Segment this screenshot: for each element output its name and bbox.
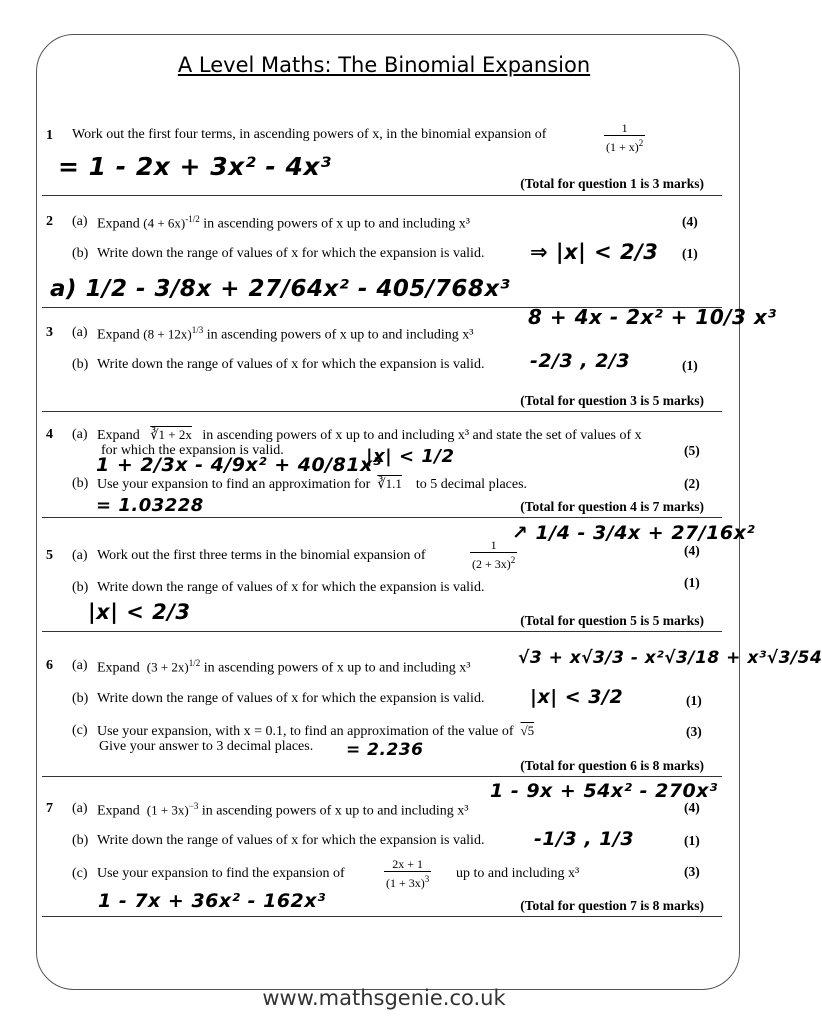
- question-number: 2: [46, 214, 53, 229]
- part-label: (b): [72, 476, 89, 491]
- part-text: Work out the first three terms in the binomial expansion of: [97, 548, 426, 563]
- divider: [42, 631, 722, 632]
- fraction-expression: $\frac{1}{(2 + 3x)^2}$: [472, 538, 516, 571]
- part-label: (b): [72, 691, 89, 706]
- part-label: (a): [72, 214, 88, 229]
- part-label: (c): [72, 723, 88, 738]
- question-number: 6: [46, 658, 53, 673]
- question-number: 5: [46, 548, 53, 563]
- part-text: Write down the range of values of x for which the expansion is valid.: [97, 691, 485, 706]
- handwritten-answer: |x| < 3/2: [530, 686, 624, 708]
- part-text: Use your expansion to find the expansion of: [97, 866, 345, 881]
- marks: (5): [684, 443, 700, 458]
- part-text: Write down the range of values of x for which the expansion is valid.: [97, 580, 485, 595]
- marks: (3): [686, 724, 702, 739]
- question-number: 7: [46, 801, 53, 816]
- marks: (2): [684, 476, 700, 491]
- divider: [42, 517, 722, 518]
- marks: (1): [686, 693, 702, 708]
- part-text-line2: Give your answer to 3 decimal places.: [99, 739, 314, 754]
- marks: (3): [684, 864, 700, 879]
- divider: [42, 916, 722, 917]
- marks: (4): [684, 543, 700, 558]
- part-text: Write down the range of values of x for which the expansion is valid.: [97, 357, 485, 372]
- marks: (1): [682, 246, 698, 261]
- part-label: (a): [72, 325, 88, 340]
- question-total: (Total for question 3 is 5 marks): [520, 393, 704, 408]
- question-total: (Total for question 5 is 5 marks): [520, 613, 704, 628]
- handwritten-answer: |x| < 2/3: [88, 600, 191, 624]
- part-text: Use your expansion, with x = 0.1, to find an approximation of the value of √5: [97, 723, 535, 739]
- part-label: (a): [72, 427, 88, 442]
- part-text-line2: for which the expansion is valid.: [101, 443, 284, 458]
- marks: (4): [682, 214, 698, 229]
- handwritten-answer: 1 + 2/3x - 4/9x² + 40/81x³: [96, 454, 382, 476]
- part-text: up to and including x³: [456, 866, 580, 881]
- question-total: (Total for question 4 is 7 marks): [520, 499, 704, 514]
- handwritten-answer: = 1 - 2x + 3x² - 4x³: [58, 152, 332, 181]
- fraction-expression: $\frac{2x + 1}{(1 + 3x)^3}$: [386, 857, 430, 890]
- part-label: (b): [72, 246, 89, 261]
- part-label: (b): [72, 580, 89, 595]
- handwritten-answer: -2/3 , 2/3: [530, 350, 631, 372]
- marks: (4): [684, 800, 700, 815]
- handwritten-answer: ↗ 1/4 - 3/4x + 27/16x²: [512, 522, 756, 544]
- page-title: A Level Maths: The Binomial Expansion: [177, 53, 591, 77]
- footer-url: www.mathsgenie.co.uk: [262, 986, 506, 1010]
- part-label: (a): [72, 801, 88, 816]
- part-label: (b): [72, 357, 89, 372]
- part-text: Expand $(4 + 6x)^{-1/2}$ in ascending powers of x up to and including x³: [97, 214, 470, 232]
- part-label: (a): [72, 548, 88, 563]
- question-total: (Total for question 1 is 3 marks): [520, 176, 704, 191]
- part-label: (c): [72, 866, 88, 881]
- part-text: Write down the range of values of x for which the expansion is valid.: [97, 833, 485, 848]
- question-text: Work out the first four terms, in ascending powers of x, in the binomial expansion of: [72, 127, 547, 142]
- divider: [42, 411, 722, 412]
- question-number: 3: [46, 325, 53, 340]
- divider: [42, 195, 722, 196]
- handwritten-answer: = 2.236: [346, 740, 424, 760]
- part-text: Expand $(8 + 12x)^{1/3}$ in ascending powers of x up to and including x³: [97, 325, 474, 343]
- handwritten-answer: a) 1/2 - 3/8x + 27/64x² - 405/768x³: [50, 276, 511, 302]
- handwritten-answer: √3 + x√3/3 - x²√3/18 + x³√3/54: [518, 648, 822, 668]
- question-total: (Total for question 7 is 8 marks): [520, 898, 704, 913]
- handwritten-answer: -1/3 , 1/3: [534, 828, 635, 850]
- part-text: Expand $(3 + 2x)^{1/2}$ in ascending powers of x up to and including x³: [97, 658, 471, 676]
- marks: (1): [684, 833, 700, 848]
- part-text: Use your expansion to find an approximation for ∛1.1 to 5 decimal places.: [97, 476, 528, 492]
- part-text: Expand ∛1 + 2x in ascending powers of x up to and including x³ and state the set of values of x: [97, 427, 642, 443]
- part-text: Write down the range of values of x for which the expansion is valid.: [97, 246, 485, 261]
- fraction-expression: $\frac{1}{(1 + x)^2}$: [606, 121, 644, 154]
- question-number: 4: [46, 427, 53, 442]
- part-label: (a): [72, 658, 88, 673]
- handwritten-answer: 1 - 9x + 54x² - 270x³: [490, 780, 718, 802]
- handwritten-answer: 8 + 4x - 2x² + 10/3 x³: [528, 305, 777, 329]
- question-number: 1: [46, 128, 53, 143]
- handwritten-answer: 1 - 7x + 36x² - 162x³: [98, 890, 326, 912]
- part-text: Expand $(1 + 3x)^{-3}$ in ascending powers of x up to and including x³: [97, 801, 469, 819]
- divider: [42, 776, 722, 777]
- handwritten-answer: = 1.03228: [96, 495, 204, 516]
- marks: (1): [682, 358, 698, 373]
- part-label: (b): [72, 833, 89, 848]
- question-total: (Total for question 6 is 8 marks): [520, 758, 704, 773]
- handwritten-answer: |x| < 1/2: [366, 446, 455, 467]
- marks: (1): [684, 575, 700, 590]
- handwritten-answer: ⇒ |x| < 2/3: [530, 240, 659, 264]
